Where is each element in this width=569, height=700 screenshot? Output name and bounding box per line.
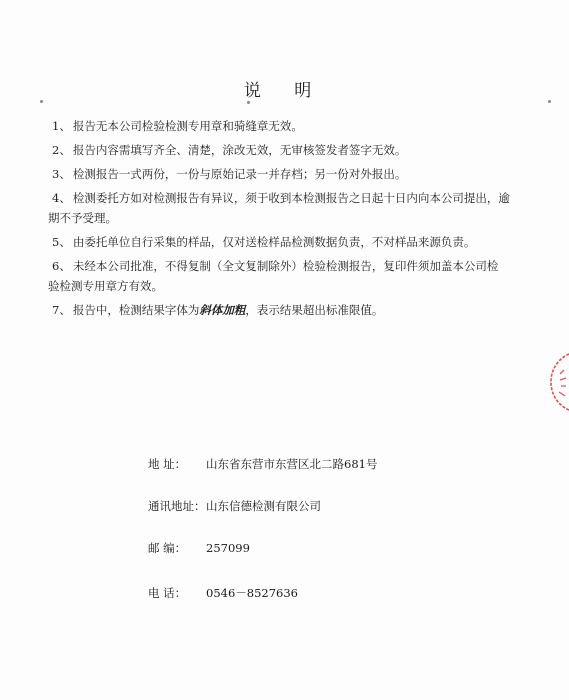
postcode-label: 邮 编：: [148, 541, 187, 555]
page-title: 说 明: [243, 81, 326, 101]
note-item: 7、 报告中，检测结果字体为斜体加粗，表示结果超出标准限值。: [52, 303, 384, 317]
note-item: 5、 由委托单位自行采集的样品，仅对送检样品检测数据负责，不对样品来源负责。: [52, 235, 476, 249]
phone-label: 电 话：: [148, 586, 187, 600]
phone-line: [148, 585, 298, 601]
address-value: 山东省东营市东营区北二路681号: [206, 457, 378, 471]
postcode-line: [148, 540, 250, 556]
postcode-value: 257099: [206, 541, 250, 555]
mail-line: [148, 498, 321, 514]
phone-value: 0546－8527636: [206, 586, 298, 600]
seal-stamp-icon: [545, 352, 569, 412]
emphasis-text: 斜体加粗: [199, 303, 246, 317]
note-item: 4、 检测委托方如对检测报告有异议，须于收到本检测报告之日起十日内向本公司提出，逾 期不予受理。: [48, 191, 510, 225]
notes-list: [48, 116, 526, 324]
note-item: 3、 检测报告一式两份，一份与原始记录一并存档；另一份对外报出。: [52, 167, 407, 181]
address-label: 地 址：: [148, 457, 187, 471]
note-item: 1、 报告无本公司检验检测专用章和骑缝章无效。: [52, 119, 303, 133]
address-line: [148, 456, 377, 472]
mail-label: 通讯地址：: [148, 499, 206, 513]
mail-value: 山东信德检测有限公司: [206, 499, 321, 513]
scan-mark: [247, 101, 250, 104]
note-item: 6、 未经本公司批准，不得复制（全文复制除外）检验检测报告，复印件须加盖本公司检 验检测专用章方有效。: [48, 259, 499, 293]
note-item: 2、 报告内容需填写齐全、清楚，涂改无效，无审核签发者签字无效。: [52, 143, 407, 157]
